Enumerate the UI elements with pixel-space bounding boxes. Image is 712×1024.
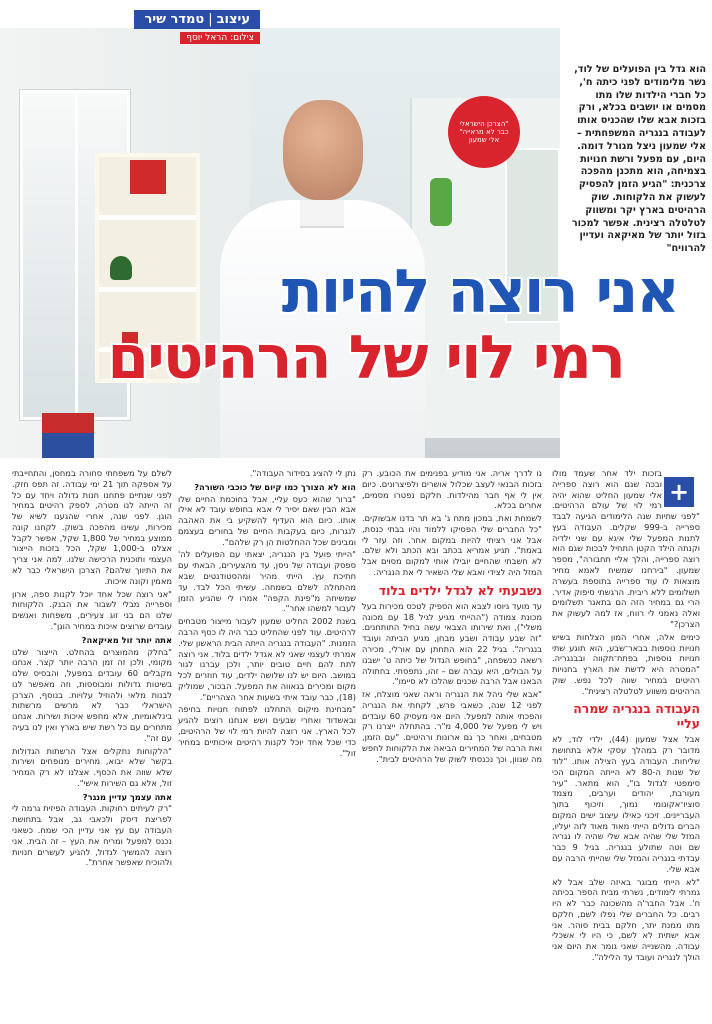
photo-man-collar xyxy=(300,200,344,228)
body-column-2 xyxy=(362,468,542,1020)
photo-red-box xyxy=(130,160,166,194)
headline-line-2: רמי לוי של הרהיטים xyxy=(107,323,624,393)
paragraph: "הייתי פועל בין הנגריה, יצאתי עם הפועלים לה' ספסק ועבודה של ניסן, עד מהצעירים, הבאתי עם חתיכת עץ. הייתי מהיר ומהסטודנטים שבא מהתחלה לשלם בשמחה. עשיתי הכל לבד. עד שמשיחה מ"פינת הקפה" אמרו לי שהגיע הזמן לעבור למשהו אחר". xyxy=(178,549,356,614)
quote-badge: "הצרכן הישראלי כבר לא מראייה" אלי שמעון xyxy=(448,96,520,168)
paragraph: בזכות ילד אחר שעמד מולו ובכה שגם הוא רוצה ספרייה אלי שמעון החליט שהוא יהיה רמי לוי של עולם הרהיטים. "לפני שתיות שנה הלימודים הגיעה לבבד ספרייה ב-999 שקלים. העבודה בעץ לתנות המפעל שלי איגא עם שני ילדיה וקנתה הילד הקטן התחיל לבכות שגם הוא רוצה ספרייה, והלך אליי תחבורה", מספר שמעון. "בירחנו שמשיח לאמא מחיר מוצאות לו עוד ספרייה בתוספת בעשרה תשלומים ללא ריבית. הרגשתי סיפוק אדיר. הרי גם במחיר הזה הם בתאגר תשלומים ואלה נאמני לי רווח, אז למה לעשוק את הצרכן?" xyxy=(552,468,700,629)
body-column-4 xyxy=(12,468,172,1020)
section-separator: | xyxy=(208,12,213,27)
section-tag xyxy=(134,10,260,29)
paragraph: "בחלק מהמוצרים בהחלט. הייצור שלנו מקומי, ולכן זה זמן הרבה יותר קצר. אנחנו מקבלים 60 עובדים במפעל, והבסיס שלנו בשיטות גדולות ומבוססות, וזה מאפשר לנו לבנות מלאי ולהוזיל עלויות. בנוסף, הצרכן הישראלי כבר לא מרשים מרשתות בינלאומיות, אלא מחפש איכות ושירות. אנחנו מתחרים עם כל רשת שיש בארץ ואין לנו בעיה עם זה". xyxy=(12,646,172,743)
intro-paragraph: הוא גדל בין הפועלים של לוד, נשר מלימודים לפני כיתה ח', כל חברי הילדות שלו מתו מסמים או יושבים בכלא, ורק בזכות אבא שלו שהכניס אותו לעבודה בנגריה המשפחתית – אלי שמעון ניצל מגורל דומה. היום, עם מפעל ורשת חנויות בצמיחה, הוא מתכנן מהפכה צרכנית: "הגיע הזמן להפסיק לעשוק את הלקוחות. שוק הרהיטים בארץ יקר ומשווק לטלטלה רצינית. אפשר למכור בזול יותר של מאיקאה ועדיין להרוויח" xyxy=(571,64,706,255)
portrait-photo xyxy=(0,28,560,458)
headline xyxy=(24,257,704,393)
paragraph: "רק לעיתים רחוקות. העבודה הפיזית גרמה לי לפריצת דיסק ולכאבי גב, אבל בתחושת העבודה עם עץ אני עדיין הכי שמח. כשאני נכנס למפעל ומריח את העץ – זה הבית. אני רוצה להמשיך לגדול, להגיע לעשרים חנויות ולהוכיח שאפשר אחרת". xyxy=(12,803,172,868)
question: אתה יותר זול מאיקאה? xyxy=(81,634,172,645)
photo-credit: צילום: הראל יוסף xyxy=(180,32,260,44)
body-column-3 xyxy=(178,468,356,1020)
paragraph: נו לדרך אריה. אני מודיע בפנימים את הכובע. רק בזכות הבנאי לעצב שכלול אושרים ולפיצרונים. כיום אין לי אף חבר מהילדות. חלקם נפטרו מסמים, אחרים בכלא. xyxy=(362,468,542,511)
paragraph: "מבחינת מיקום התחלנו לפתוח חנויות בחיפה ובאשדוד ואחרי שבעים ושש אנחנו רוצים להגיע לכל הארץ. אני רוצה להיות רמי לוי של הרהיטים, כדי שכל אחד יוכל לקנות רהיטים איכותיים במחיר זול". xyxy=(178,704,356,758)
section-name: עיצוב xyxy=(216,12,250,27)
photo-man-head xyxy=(283,100,363,200)
headline-line-1: אני רוצה להיות xyxy=(281,257,678,327)
paragraph: נתן לי להציג בסידור העבודה". xyxy=(249,468,356,478)
subheading: העבודה בנגריה שמרה עליי xyxy=(573,701,700,732)
subheading: נשבעתי לא לגדל ילדים בלוד xyxy=(378,582,542,598)
photo-floor-blocks xyxy=(42,413,94,458)
paragraph: "אבא שלי ניהל את הנגריה וראה שאני מוצלח, אז לפני 12 שנה, כשאבי פרש, לקחתי את הנגריה והפכתי אותה למפעל. היום אני מעסיק 60 עובדים ויש לי מפעל של 4,000 מ"ר. בהתחלה ייצרנו רק מטבחים, ואחר כך גם ארונות ורהיטים. "עם הזמן, ואת הרבה של המחירים הביאה את הלקוחות לחפש מה שגוון, וכך נכנסתי לשוק של הרהיטים לבית". xyxy=(362,689,542,764)
paragraph: "הלקוחות נתקלים אצל הרשתות הגדולות בקשר שלא יבוא, מחירים מנופחים ושירות שלא שווה את הכסף. אצלנו לא רק המחיר זול, אלא גם השירות אישי". xyxy=(12,745,172,788)
paragraph: לשמחת ואת, במכון מתח ג' בא תר בדנו אבשוקים. "כל החברים שלי הפסיקו ללמוד והיו בבתי כנסת, אבל אני רציתי להיות במקום אחר. וזה עזר לי באמת". תגיע אמריא בכתב ובא הכתב ולא שלם. לא חשבתי שהחיים יובילו אותי למקום מסוים אבל המזל היה לצידי ואבא שלי השאיר לי את הנגריה. xyxy=(362,513,542,578)
author-name: טמדר שיר xyxy=(144,12,205,27)
paragraph: בשנת 2002 החליט שמעון לעבור מייצור מטבחים לרהיטים. עוד לפני שהחליט כבר היה לו כסף הרבה הזמנות. "העבודה בנגריה הייתה הבית הראשון שלי. אמרתי לעצמי שאני לא אגדל ילדים בלוד. אני רוצה לתת להם חיים טובים יותר, ולכן עברנו לגור במושב. היום יש לנו שלושה ילדים, עוד חוזרים לכל מקום ומכירים בגאווה את המפעל. הבכור, שמוליק (18), כבר עובד איתי בשעות אחר הצהריים". xyxy=(178,616,356,702)
paragraph: כימים אלה, אחרי המון הצלחות בשיש חנויות נוספות בבאר־שבע, הוא תוגע שתי חנויות נוספות, בפתח־תקווה ובבנגריה. "המטרה היא לדשת את הארץ בחנויות רהיטים במחיר שווה לכל נפש. שוק הרהיטים משווע לטלטלה רצינית". xyxy=(552,631,700,696)
paragraph: "ברור שהוא כעס עליי, אבל בחוכמת החיים שלו אבא הבין שאם יסיר לי אבא בחופש עובד לא אילו אותו. כיום הוא העדיף להשקיע בי את האהבה לנגרות, כיום בעקבות החיים של בחורים בעצמם ומבינים שכל ההחלטות הן רק שלהם". xyxy=(178,493,356,547)
paragraph: "אני רוצה שכל אחד יוכל לקנות ספה, ארון וספרייה מבלי לשבור את הבנק. הלקוחות שלנו הם בני זוג צעירים, משפחות ואנשים עובדים שרוצים איכות במחיר הוגן". xyxy=(12,588,172,631)
photo-green-art xyxy=(430,178,452,226)
body-column-1 xyxy=(552,468,700,1020)
question: הוא לא הצורך כמו קיום של כוכבי השורה? xyxy=(194,481,356,492)
paragraph: אבל אצל שמעון (44), ילדי לוד, לא מדובר רק במהלך עסקי אלא בתחושת שליחות. העבודה בעץ הצילה אותו. "לוד של שנות ה-80 לא הייתה המקום הכי סימפטי לגדול בו", הוא מתאר. "עיר מעורבת, יהודים וערבים, מצמד סוציו־אקונומי נמוך, וזיכוף בתוך העבריינים. זיכני כאילו עיצוב ישים המקום הברים גדולים הייתי מאוד מאוד לזה יעליו, המזל שלי שהיה אבא שלי שהיה לו נגריה שם וטה שתולע בנגריה. בגיל 9 כבר עבדתי בנגריה והמזל שלי שהייתי הרבה עם אבא שלי. xyxy=(552,734,700,874)
plus-spacer xyxy=(662,468,700,504)
paragraph: עד מועד גיוסו לצבא הוא הספיק לטכס מכירות בעל מכונת צמודה ("ההייתי מגיע לגיל 18 עם מכונה משלי"), ואת שירותו הצבאי עשה בחיל התותחנים. "זה שבע עבודה ושבע מבחן, מגיע הביתה ועובד בנגריה". בגיל 22 הוא התחתן עם אורלי, מכירה רשאה כנשפחה, "בחופש הגדול של כיתה ט' ישבנו על הבולים, היא עברה שם – זהו, נתפסתי. בחתולה הבאנו אבל הרבה שכנים שהלכו לא סיימו". xyxy=(362,600,542,687)
question: אתה עצמך עדיין מנגר? xyxy=(82,791,172,802)
paragraph: "לא הייתי מבוגר באיזה שלב אבל לא גמרתי לימודים, נשרתי מבית הספר בכיתה ח'. אבל החבר'ה מהשכונה כבר לא היו רבים. כל החברים שלי נפלו לשם, חלקם מתו ממנת יתר, חלקם בבית סוהר. אני אבא ישתית לא לשם, כי היו לי אשכלי עבודה. מהשנייה שאני גומר את היום אני הולך לנגריה ועובד עד הלילה". xyxy=(552,876,700,963)
section-header xyxy=(60,10,260,50)
plus-icon: + xyxy=(664,477,694,507)
paragraph: לשלם על משפחתי סחורה במחסן, והתחייבתי על אספקה תוך 21 ימי עבודה. זה תפס חזק. לפני שנתיים פתחנו חנות גדולה ויחד עם כל זה הייתה לנו מטרה, לספק רהיטים במחיר הוגן. לפני שנה, אחרי שהגענו לשיא של מכירות, עשינו מהפכה בשוק. לקחנו קונה ממוצע במחיר של 1,800 שקל, אפשר לקבל אצלנו ב-1,000 שקל, הכל בזכות הייצור העצמי ותוכנית הרכישה שלנו. למה אני צריך את התיווך שלהם? הצרכן הישראלי כבר לא מאמין וקונה איכות. xyxy=(12,468,172,586)
